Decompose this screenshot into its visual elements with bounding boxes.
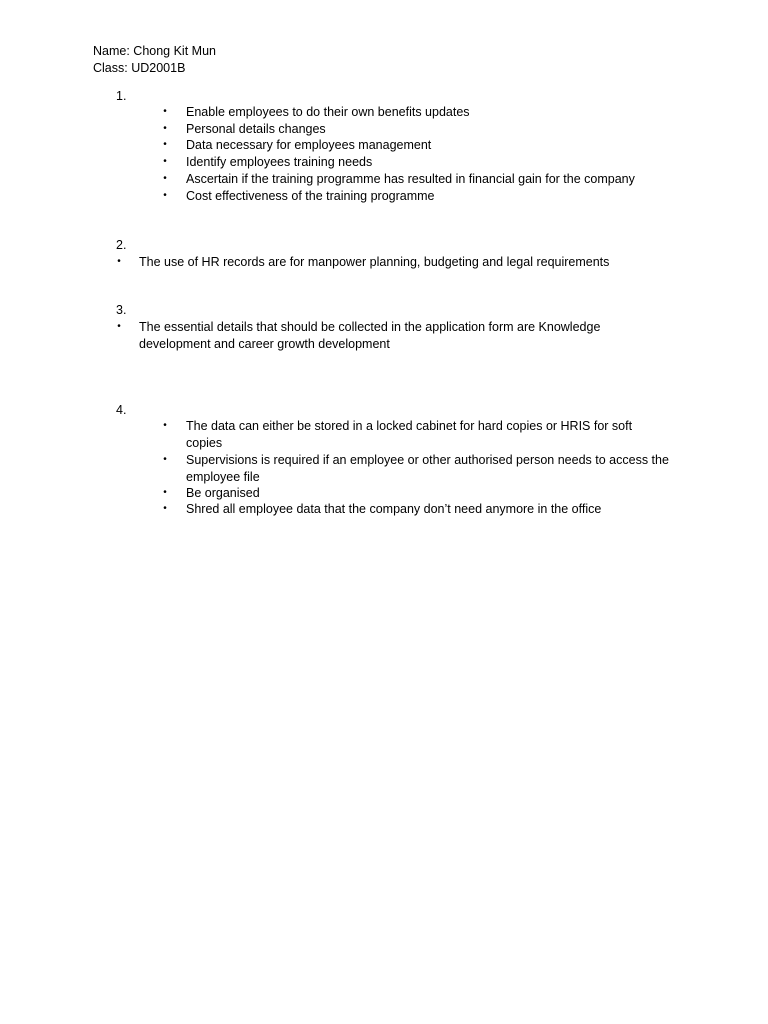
bullet-icon: • bbox=[117, 256, 121, 267]
list-item-text: Identify employees training needs bbox=[186, 155, 373, 169]
list-item bbox=[0, 137, 768, 154]
student-class: Class: UD2001B bbox=[93, 61, 186, 75]
question-3-number: 3. bbox=[116, 303, 127, 317]
bullet-icon: • bbox=[163, 420, 167, 431]
list-item bbox=[0, 501, 768, 518]
list-item bbox=[0, 485, 768, 502]
list-item-text: Shred all employee data that the company don’t need anymore in the office bbox=[186, 502, 602, 516]
list-item-text: Cost effectiveness of the training programme bbox=[186, 189, 435, 203]
list-item bbox=[0, 452, 768, 486]
list-item-text: The use of HR records are for manpower planning, budgeting and legal requirements bbox=[139, 255, 610, 269]
list-item bbox=[0, 121, 768, 138]
list-item bbox=[0, 254, 768, 271]
list-item-text: The essential details that should be collected in the application form are Knowledge development and career growth development bbox=[139, 320, 601, 351]
bullet-icon: • bbox=[163, 156, 167, 167]
bullet-icon: • bbox=[163, 503, 167, 514]
bullet-icon: • bbox=[163, 106, 167, 117]
list-item-text: The data can either be stored in a locked cabinet for hard copies or HRIS for soft copies bbox=[186, 419, 633, 450]
question-2-number: 2. bbox=[116, 238, 127, 252]
bullet-icon: • bbox=[163, 454, 167, 465]
bullet-icon: • bbox=[163, 487, 167, 498]
list-item-text: Enable employees to do their own benefits updates bbox=[186, 105, 470, 119]
question-4-number: 4. bbox=[116, 403, 127, 417]
question-1-number: 1. bbox=[116, 89, 127, 103]
bullet-icon: • bbox=[163, 173, 167, 184]
student-name: Name: Chong Kit Mun bbox=[93, 44, 216, 58]
list-item bbox=[0, 104, 768, 121]
bullet-icon: • bbox=[163, 123, 167, 134]
list-item bbox=[0, 171, 768, 188]
list-item bbox=[0, 418, 768, 452]
list-item bbox=[0, 188, 768, 205]
list-item-text: Personal details changes bbox=[186, 122, 326, 136]
bullet-icon: • bbox=[163, 139, 167, 150]
list-item bbox=[0, 154, 768, 171]
list-item-text: Ascertain if the training programme has resulted in financial gain for the company bbox=[186, 172, 635, 186]
list-item-text: Be organised bbox=[186, 486, 260, 500]
bullet-icon: • bbox=[117, 321, 121, 332]
list-item-text: Data necessary for employees management bbox=[186, 138, 432, 152]
bullet-icon: • bbox=[163, 190, 167, 201]
list-item bbox=[0, 319, 768, 353]
list-item-text: Supervisions is required if an employee or other authorised person needs to access the employee file bbox=[186, 453, 669, 484]
